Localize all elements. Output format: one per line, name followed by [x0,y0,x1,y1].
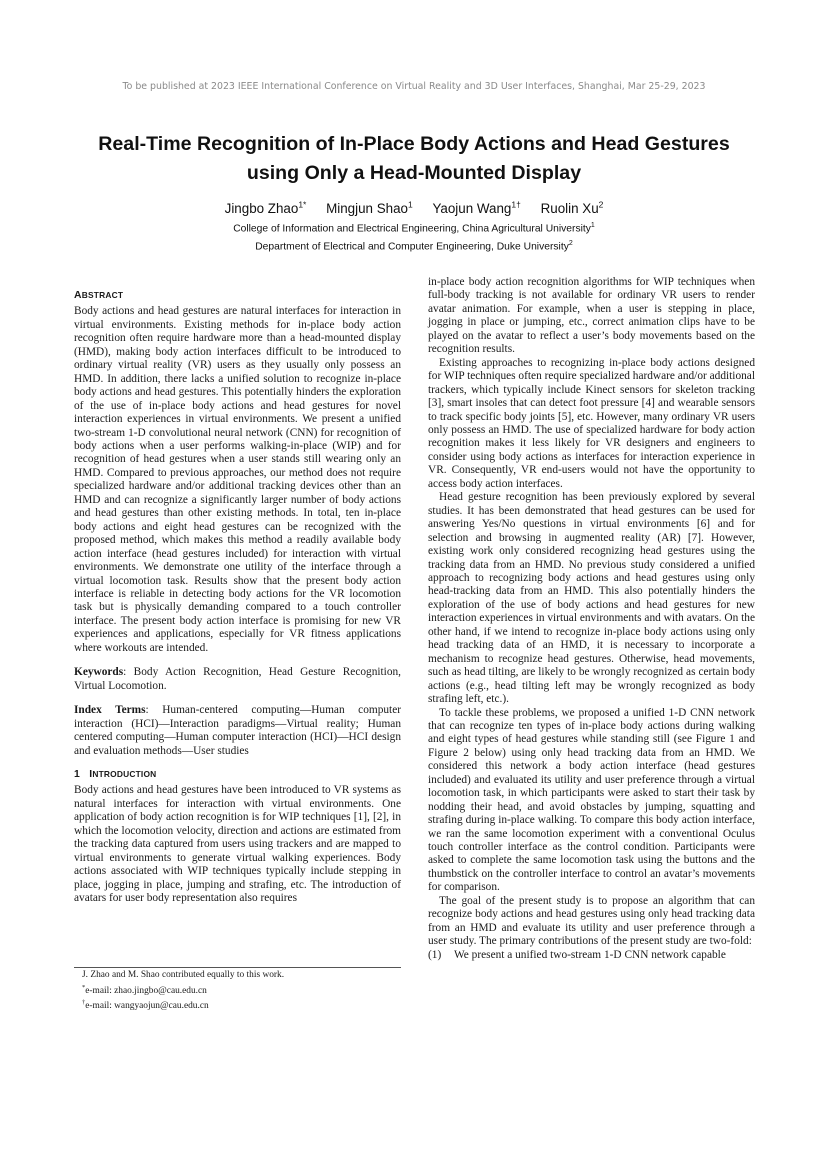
affiliation-1: College of Information and Electrical Engineering, China Agricultural University$^1$ [233,222,595,235]
author: Yaojun Wang$^{1\dagger}$ [432,200,521,217]
abstract-text: Body actions and head gestures are natural interfaces for interaction in virtual environments. Existing methods for in-place body action recognition often require hardware more than a head-mounted display (HMD), making body action interfaces difficult to be introduced to ordinary virtual reality (VR) users as they usually only possess an HMD. In addition, there lacks a unified solution to recognize in-place body actions and head gestures. This potentially hinders the exploration of the use of in-place body actions and head gestures for novel interaction experiences in virtual environments. We present a unified two-stream 1-D convolutional neural network (CNN) for recognition of body actions when a user performs walking-in-place (WIP) and for recognition of head gestures when a user stands still wearing only an HMD. Compared to previous approaches, our method does not require specialized hardware and/or additional tracking devices other than an HMD and can recognize a significantly larger number of body actions and head gestures than other existing methods. In total, ten in-place body actions and eight head gestures can be recognized with the proposed method, which makes this method a readily available body action interface (head gestures included) for interaction with virtual environments. We demonstrate one utility of the interface through a virtual locomotion task. Results show that the present body action interface is reliable in detecting body actions for the VR locomotion task but is physically demanding compared to a touch controller interface. The present body action interface is promising for new VR experiences and applications, especially for VR fitness applications where workouts are intended. [74,305,401,654]
abstract-heading: ABSTRACT [74,290,124,301]
introduction-heading: 1 INTRODUCTION [74,768,157,780]
affiliation-2: Department of Electrical and Computer Engineering, Duke University$^2$ [255,240,573,253]
body-paragraph: in-place body action recognition algorithms for WIP techniques when full-body tracking is not available for ordinary VR users to render avatar animation. For example, when a user is stepping in place, jogging in place or jumping, etc., correct animation clips have to be played on the avatar to reflect a user’s body movements based on the recognition results. [428,276,755,356]
footnotes [74,969,401,1013]
list-label: (1) [428,948,442,961]
body-paragraph: Existing approaches to recognizing in-place body actions designed for WIP techniques often require specialized hardware and/or additional trackers, which typically include Kinect sensors for skeleton tracking [3], smart insoles that can detect foot pressure [4] and wearable sensors to track specific body joints [5], etc. However, many ordinary VR users only possess an HMD. The use of specialized hardware for body action recognition makes it less likely for VR designers and engineers to consider using body actions as interfaces for interaction experience in VR. Consequently, VR end-users would not have the opportunity to access body action interfaces. [428,356,755,490]
footnote-email-2: †e-mail: wangyaojun@cau.edu.cn [82,999,209,1012]
introduction-paragraph: Body actions and head gestures have been introduced to VR systems as natural interfaces for interaction with virtual environments. One application of body action recognition is for WIP techniques [1], [2], in which the locomotion velocity, direction and actions are estimated from the tracking data captured from users using trackers and are mapped to virtual environments to generate virtual walking experiences. Body actions associated with WIP techniques typically include stepping in place, jogging in place, jumping and strafing, etc. The introduction of avatars for user body representation also requires [74,784,401,905]
venue-header: To be published at 2023 IEEE International Conference on Virtual Reality and 3D User Interfaces, Shanghai, Mar 25-29, 2023 [122,81,706,92]
footnote-rule [74,967,401,968]
footnote-equal-contribution: J. Zhao and M. Shao contributed equally to this work. [82,970,285,980]
title-line-1: Real-Time Recognition of In-Place Body Actions and Head Gestures [98,133,730,155]
index-terms: Index Terms: Human-centered computing—Human computer interaction (HCI)—Interaction paradigms—Virtual reality; Human centered computing—Human computer interaction (HCI)—HCI design and evaluation methods—User studies [74,704,402,757]
paper-title [60,130,768,188]
right-column [428,276,755,962]
keywords: Keywords: Body Action Recognition, Head Gesture Recognition, Virtual Locomotion. [74,666,401,692]
author: Mingjun Shao$^1$ [326,200,413,217]
footnote-email-1: *e-mail: zhao.jingbo@cau.edu.cn [82,983,207,996]
left-column [74,289,401,905]
body-paragraph: Head gesture recognition has been previously explored by several studies. It has been demonstrated that head gestures can be used for answering Yes/No questions in virtual environments [6] and for selection and browsing in augmented reality (AR) [7]. However, existing work only considered recognizing head gestures using the tracking data from an HMD. No previous study considered a unified approach to recognizing body actions and head gestures using only head-tracking data from an HMD. This also potentially hinders the exploration of the use of body actions and head gestures for new interaction experiences in virtual environments and with avatars. On the other hand, if we intend to recognize in-place body actions using only head tracking data of an HMD, it is necessary to incorporate a mechanism to recognize head gestures. Otherwise, head movements, such as head tilting, are likely to be wrongly recognized as certain body actions (e.g., head tilting left may be wrongly recognized as body strafing left, etc.). [428,491,755,706]
contribution-list-item [428,949,755,962]
body-paragraph: The goal of the present study is to propose an algorithm that can recognize body actions and head gestures using only head tracking data from an HMD and evaluate its utility and user preference through a user study. The primary contributions of the present study are two-fold: [428,894,755,948]
body-paragraph: To tackle these problems, we proposed a unified 1-D CNN network that can recognize ten types of in-place body actions during walking and eight types of head gestures while standing still (see Figure 1 and Figure 2 below) using only head tracking data from an HMD. We considered this network a body action interface (head gestures included) and evaluated its utility and user preference through a virtual locomotion task, in which participants were asked to start their task by nodding their head, and avoid obstacles by jumping, squatting and strafing during in-place walking. To compare this body action interface, we ran the same locomotion experiment with a conventional Oculus touch controller interface as the control condition. Participants were asked to complete the same locomotion task using the buttons and the thumbstick on the controller interface to control an avatar’s movements for comparison. [428,706,755,894]
title-line-2: using Only a Head-Mounted Display [246,162,582,184]
author-list [0,200,828,216]
author: Jingbo Zhao$^{1*}$ [224,200,307,217]
author: Ruolin Xu$^2$ [540,200,604,217]
list-text: We present a unified two-stream 1-D CNN network capable [454,948,726,961]
